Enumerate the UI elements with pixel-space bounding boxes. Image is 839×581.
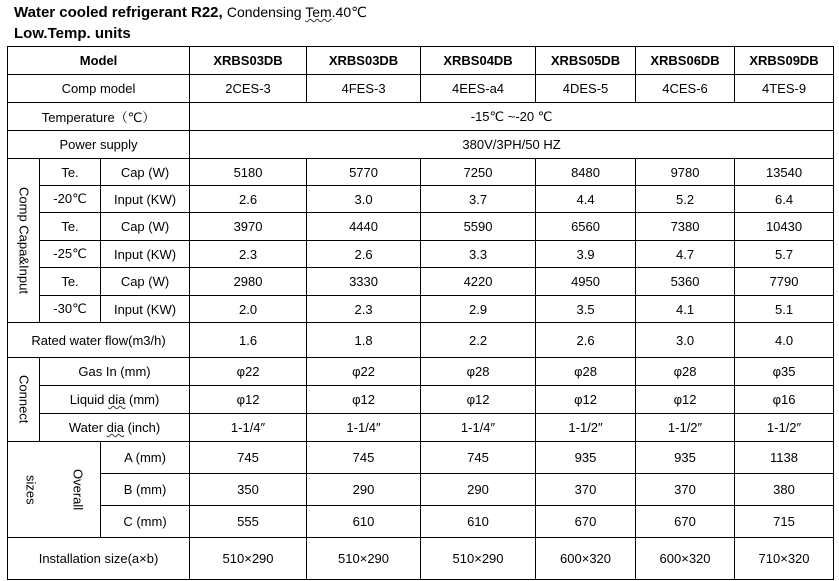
gas-in-cell: φ35	[735, 358, 834, 386]
cap-label: Cap (W)	[101, 268, 190, 296]
install-cell: 510×290	[190, 538, 307, 580]
cap-cell: 7790	[735, 268, 834, 296]
te-label: Te.	[40, 268, 101, 296]
input-label: Input (KW)	[101, 241, 190, 268]
comp-model-label: Comp model	[8, 75, 190, 103]
model-row	[8, 47, 834, 75]
water-label-dia: dia	[106, 420, 125, 435]
cap-cell: 3330	[307, 268, 421, 296]
liquid-cell: φ16	[735, 386, 834, 414]
power-row	[8, 131, 834, 159]
cap-cell: 2980	[190, 268, 307, 296]
input-cell: 2.0	[190, 296, 307, 323]
water-cell: 1-1/2″	[735, 414, 834, 442]
c-label: C (mm)	[101, 506, 190, 538]
condensing-underlined: Tem	[305, 4, 332, 20]
input-row	[8, 296, 834, 323]
comp-model-cell: 4FES-3	[307, 75, 421, 103]
input-cell: 2.3	[307, 296, 421, 323]
model-cell: XRBS04DB	[421, 47, 536, 75]
input-row	[8, 241, 834, 268]
liquid-cell: φ12	[421, 386, 536, 414]
water-flow-label: Rated water flow(m3/h)	[8, 323, 190, 358]
gas-in-cell: φ22	[307, 358, 421, 386]
b-cell: 370	[636, 474, 735, 506]
gas-in-row	[8, 358, 834, 386]
comp-model-cell: 4CES-6	[636, 75, 735, 103]
connect-label	[8, 358, 40, 442]
condensing-prefix: Condensing	[226, 4, 306, 20]
input-cell: 5.1	[735, 296, 834, 323]
input-cell: 6.4	[735, 186, 834, 213]
size-a-row	[8, 442, 834, 474]
install-cell: 510×290	[421, 538, 536, 580]
cap-cell: 3970	[190, 213, 307, 241]
a-cell: 745	[190, 442, 307, 474]
cap-cell: 13540	[735, 159, 834, 186]
water-cell: 1-1/4″	[190, 414, 307, 442]
water-cell: 1-1/4″	[307, 414, 421, 442]
input-row	[8, 186, 834, 213]
b-label: B (mm)	[101, 474, 190, 506]
c-cell: 610	[421, 506, 536, 538]
install-cell: 710×320	[735, 538, 834, 580]
model-cell: XRBS03DB	[190, 47, 307, 75]
te-value: -30℃	[40, 296, 101, 323]
input-cell: 2.6	[307, 241, 421, 268]
input-cell: 2.6	[190, 186, 307, 213]
cap-row	[8, 213, 834, 241]
title-main: Water cooled refrigerant R22,	[14, 4, 223, 21]
te-label: Te.	[40, 159, 101, 186]
c-cell: 670	[536, 506, 636, 538]
condensing-suffix: .40℃	[331, 4, 367, 20]
cap-cell: 5360	[636, 268, 735, 296]
water-flow-cell: 1.8	[307, 323, 421, 358]
gas-in-cell: φ22	[190, 358, 307, 386]
power-value: 380V/3PH/50 HZ	[190, 131, 834, 159]
cap-cell: 7380	[636, 213, 735, 241]
a-cell: 745	[421, 442, 536, 474]
water-cell: 1-1/2″	[636, 414, 735, 442]
liquid-label-suffix: (mm)	[125, 392, 160, 407]
spec-table	[7, 46, 834, 580]
input-cell: 3.7	[421, 186, 536, 213]
water-flow-cell: 2.6	[536, 323, 636, 358]
input-cell: 5.2	[636, 186, 735, 213]
gas-in-cell: φ28	[636, 358, 735, 386]
page-subtitle: Low.Temp. units	[14, 25, 131, 42]
a-cell: 935	[536, 442, 636, 474]
water-flow-row	[8, 323, 834, 358]
cap-cell: 10430	[735, 213, 834, 241]
power-label: Power supply	[8, 131, 190, 159]
input-cell: 2.9	[421, 296, 536, 323]
install-cell: 510×290	[307, 538, 421, 580]
liquid-label-dia: dia	[108, 392, 126, 407]
model-cell: XRBS03DB	[307, 47, 421, 75]
comp-model-cell: 2CES-3	[190, 75, 307, 103]
a-label: A (mm)	[101, 442, 190, 474]
water-flow-cell: 3.0	[636, 323, 735, 358]
water-label	[40, 414, 190, 442]
liquid-cell: φ12	[636, 386, 735, 414]
input-cell: 4.4	[536, 186, 636, 213]
gas-in-label: Gas In (mm)	[40, 358, 190, 386]
water-row	[8, 414, 834, 442]
b-cell: 290	[421, 474, 536, 506]
connect-text: Connect	[16, 375, 32, 424]
cap-cell: 5590	[421, 213, 536, 241]
c-cell: 670	[636, 506, 735, 538]
cap-cell: 9780	[636, 159, 735, 186]
temperature-label: Temperature（℃）	[8, 103, 190, 131]
input-cell: 4.7	[636, 241, 735, 268]
liquid-row	[8, 386, 834, 414]
liquid-label	[40, 386, 190, 414]
cap-cell: 7250	[421, 159, 536, 186]
size-c-row	[8, 506, 834, 538]
cap-cell: 4220	[421, 268, 536, 296]
water-flow-cell: 1.6	[190, 323, 307, 358]
install-cell: 600×320	[536, 538, 636, 580]
liquid-cell: φ12	[190, 386, 307, 414]
c-cell: 555	[190, 506, 307, 538]
input-label: Input (KW)	[101, 296, 190, 323]
a-cell: 745	[307, 442, 421, 474]
temperature-row	[8, 103, 834, 131]
input-label: Input (KW)	[101, 186, 190, 213]
input-cell: 5.7	[735, 241, 834, 268]
comp-model-cell: 4EES-a4	[421, 75, 536, 103]
gas-in-cell: φ28	[421, 358, 536, 386]
cap-label: Cap (W)	[101, 213, 190, 241]
water-label-suffix: (inch)	[124, 420, 161, 435]
input-cell: 3.5	[536, 296, 636, 323]
water-flow-cell: 2.2	[421, 323, 536, 358]
input-cell: 3.0	[307, 186, 421, 213]
b-cell: 290	[307, 474, 421, 506]
title-condensing	[227, 4, 367, 20]
liquid-cell: φ12	[307, 386, 421, 414]
te-value: -20℃	[40, 186, 101, 213]
cap-row	[8, 159, 834, 186]
install-row	[8, 538, 834, 580]
water-label-prefix: Water	[68, 420, 107, 435]
comp-model-cell: 4DES-5	[536, 75, 636, 103]
input-cell: 3.3	[421, 241, 536, 268]
cap-cell: 5180	[190, 159, 307, 186]
b-cell: 370	[536, 474, 636, 506]
cap-cell: 5770	[307, 159, 421, 186]
input-cell: 3.9	[536, 241, 636, 268]
te-value: -25℃	[40, 241, 101, 268]
cap-cell: 4440	[307, 213, 421, 241]
a-cell: 935	[636, 442, 735, 474]
overall-sizes-label	[8, 442, 101, 538]
water-flow-cell: 4.0	[735, 323, 834, 358]
b-cell: 350	[190, 474, 307, 506]
temperature-value: -15℃ ~-20 ℃	[190, 103, 834, 131]
te-label: Te.	[40, 213, 101, 241]
cap-cell: 6560	[536, 213, 636, 241]
input-cell: 4.1	[636, 296, 735, 323]
water-cell: 1-1/2″	[536, 414, 636, 442]
comp-group-label	[8, 159, 40, 323]
model-label: Model	[8, 47, 190, 75]
install-cell: 600×320	[636, 538, 735, 580]
page-title	[14, 4, 367, 21]
b-cell: 380	[735, 474, 834, 506]
a-cell: 1138	[735, 442, 834, 474]
sizes-text: sizes	[23, 474, 39, 505]
liquid-cell: φ12	[536, 386, 636, 414]
input-cell: 2.3	[190, 241, 307, 268]
cap-row	[8, 268, 834, 296]
overall-text: Overall	[70, 468, 86, 511]
cap-label: Cap (W)	[101, 159, 190, 186]
model-cell: XRBS05DB	[536, 47, 636, 75]
model-cell: XRBS09DB	[735, 47, 834, 75]
model-cell: XRBS06DB	[636, 47, 735, 75]
comp-group-text: Comp Capa&Input	[16, 187, 32, 294]
gas-in-cell: φ28	[536, 358, 636, 386]
cap-cell: 8480	[536, 159, 636, 186]
c-cell: 715	[735, 506, 834, 538]
comp-model-row	[8, 75, 834, 103]
overall-sizes-group	[8, 469, 100, 510]
cap-cell: 4950	[536, 268, 636, 296]
c-cell: 610	[307, 506, 421, 538]
water-cell: 1-1/4″	[421, 414, 536, 442]
liquid-label-prefix: Liquid	[69, 392, 109, 407]
comp-model-cell: 4TES-9	[735, 75, 834, 103]
install-label: Installation size(a×b)	[8, 538, 190, 580]
size-b-row	[8, 474, 834, 506]
